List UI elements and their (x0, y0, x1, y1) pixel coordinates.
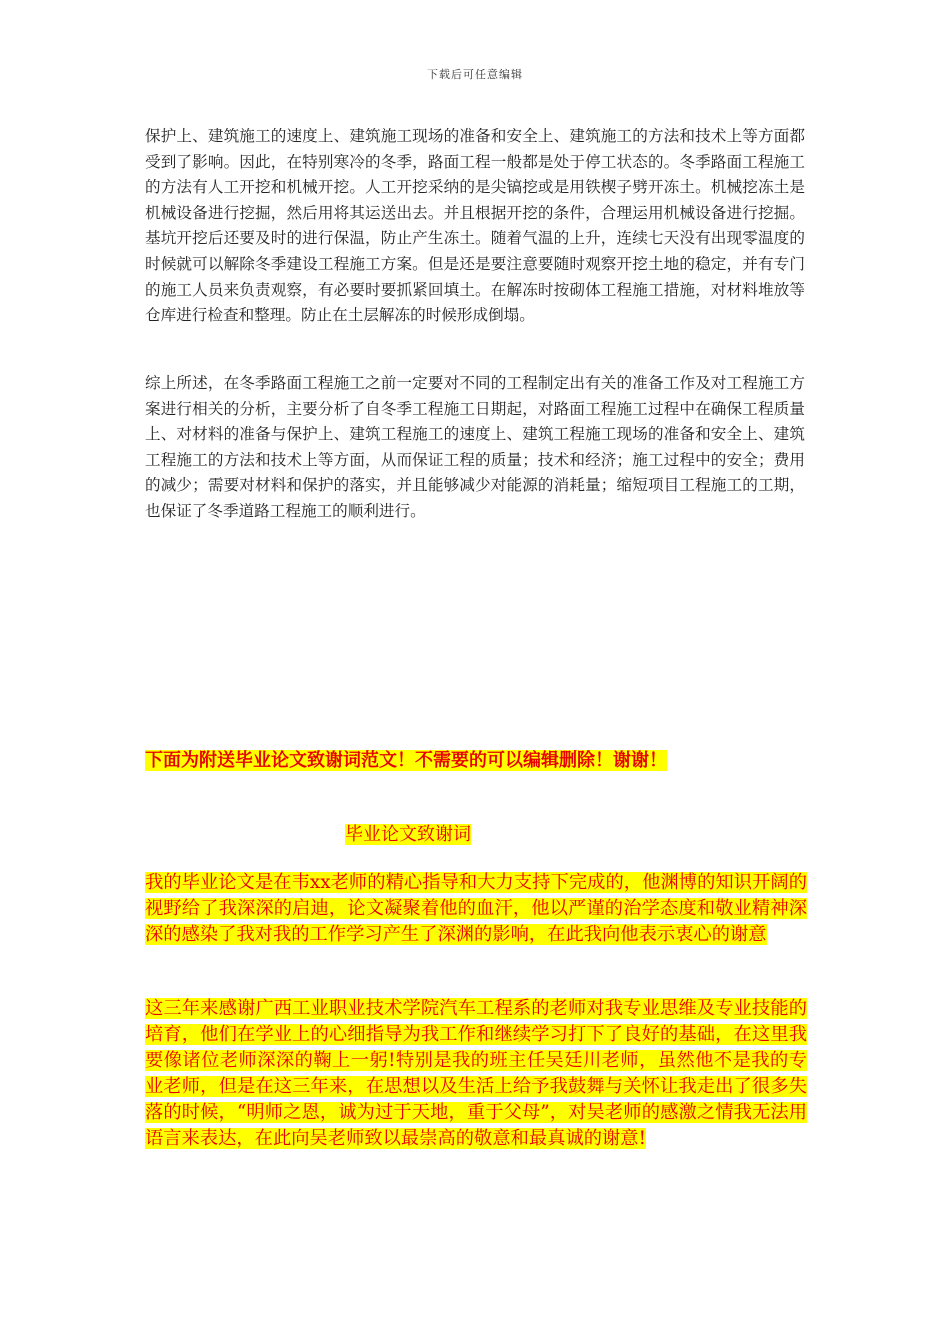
acknowledgement-paragraph-1-text: 我的毕业论文是在韦xx老师的精心指导和大力支持下完成的，他渊博的知识开阔的视野给了我深深的启迪，论文凝聚着他的血汗，他以严谨的治学态度和敬业精神深深的感染了我对我的工作学习产生了深渊的影响，在此我向他表示衷心的谢意 (145, 872, 807, 945)
appendix-notice-text: 下面为附送毕业论文致谢词范文！不需要的可以编辑删除！谢谢！ (145, 750, 667, 771)
body-paragraph-1 (145, 124, 805, 329)
acknowledgement-paragraph-1 (145, 870, 807, 948)
page-header-caption: 下载后可任意编辑 (427, 68, 523, 81)
body-paragraph-2 (145, 371, 805, 525)
acknowledgement-title-text: 毕业论文致谢词 (345, 824, 471, 845)
body-paragraph-1-text: 保护上、建筑施工的速度上、建筑施工现场的准备和安全上、建筑施工的方法和技术上等方面都受到了影响。因此，在特别寒冷的冬季，路面工程一般都是处于停工状态的。冬季路面工程施工的方法有人工开挖和机械开挖。人工开挖采纳的是尖镐挖或是用铁楔子劈开冻土。机械挖冻土是机械设备进行挖掘，然后用将其运送出去。并且根据开挖的条件，合理运用机械设备进行挖掘。基坑开挖后还要及时的进行保温，防止产生冻土。随着气温的上升，连续七天没有出现零温度的时候就可以解除冬季建设工程施工方案。但是还是要注意要随时观察开挖土地的稳定，并有专门的施工人员来负责观察，有必要时要抓紧回填土。在解冻时按砌体工程施工措施，对材料堆放等仓库进行检查和整理。防止在土层解冻的时候形成倒塌。 (145, 127, 805, 325)
acknowledgement-paragraph-2 (145, 996, 807, 1152)
body-paragraph-2-text: 综上所述，在冬季路面工程施工之前一定要对不同的工程制定出有关的准备工作及对工程施工方案进行相关的分析，主要分析了自冬季工程施工日期起，对路面工程施工过程中在确保工程质量上、对材料的准备与保护上、建筑工程施工的速度上、建筑工程施工现场的准备和安全上、建筑工程施工的方法和技术上等方面，从而保证工程的质量；技术和经济；施工过程中的安全；费用的减少；需要对材料和保护的落实，并且能够减少对能源的消耗量；缩短项目工程施工的工期，也保证了冬季道路工程施工的顺利进行。 (145, 374, 805, 520)
acknowledgement-paragraph-2-text: 这三年来感谢广西工业职业技术学院汽车工程系的老师对我专业思维及专业技能的培育，他们在学业上的心细指导为我工作和继续学习打下了良好的基础，在这里我要像诸位老师深深的鞠上一躬!特别是我的班主任吴廷川老师，虽然他不是我的专业老师，但是在这三年来，在思想以及生活上给予我鼓舞与关怀让我走出了很多失落的时候，“明师之恩，诚为过于天地，重于父母”，对吴老师的感激之情我无法用语言来表达，在此向吴老师致以最崇高的敬意和最真诚的谢意! (145, 998, 807, 1149)
acknowledgement-title (345, 822, 471, 848)
appendix-notice (145, 748, 805, 774)
